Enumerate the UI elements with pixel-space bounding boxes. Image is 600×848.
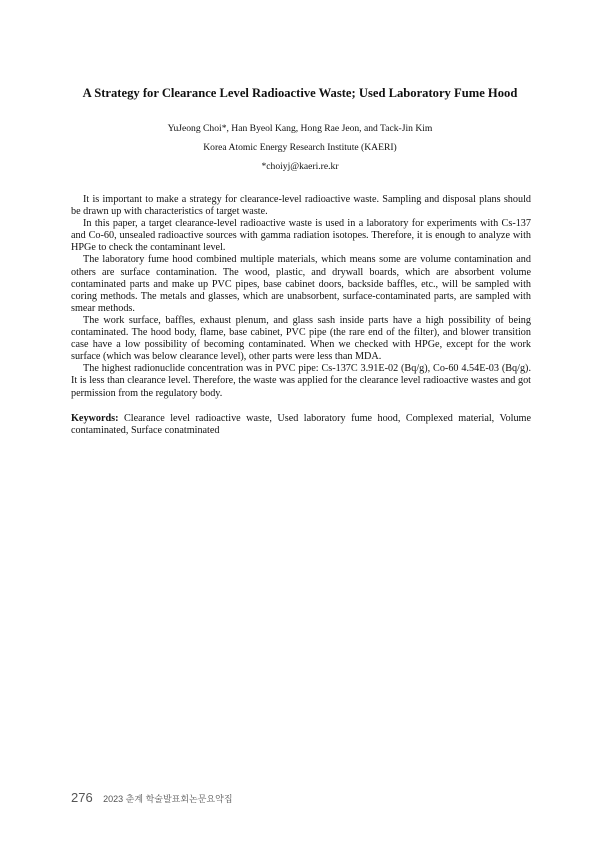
abstract-body [71,194,531,437]
keywords [71,413,531,437]
paragraph: The laboratory fume hood combined multiple materials, which means some are volume contamination and others are surface contamination. The wood, plastic, and drywall boards, which are absorbent volume contaminated parts and make up PVC pipes, base cabinet doors, backside baffles, etc., will be sampled with coring methods. The metals and glasses, which are unabsorbent, surface-contaminated parts, are sampled with smear methods. [71,254,531,314]
page-footer [71,789,233,807]
contact-email: *choiyj@kaeri.re.kr [261,161,339,172]
paper-title: A Strategy for Clearance Level Radioactive Waste; Used Laboratory Fume Hood [82,86,518,100]
paragraph: The highest radionuclide concentration was in PVC pipe: Cs-137C 3.91E-02 (Bq/g), Co-60 4.54E-03 (Bq/g). It is less than clearance level. Therefore, the waste was applied for the clearance level radioactive wastes and got permission from the regulatory body. [71,363,531,399]
keywords-text: Clearance level radioactive waste, Used laboratory fume hood, Complexed material, Volume contaminated, Surface conatminated [71,412,531,436]
affiliation: Korea Atomic Energy Research Institute (KAERI) [203,142,397,153]
keywords-label: Keywords: [71,412,119,424]
paragraph: It is important to make a strategy for clearance-level radioactive waste. Sampling and disposal plans should be drawn up with characteristics of target waste. [71,194,531,218]
author-list: YuJeong Choi*, Han Byeol Kang, Hong Rae Jeon, and Tack-Jin Kim [167,123,433,134]
page-number: 276 [71,790,93,805]
journal-name: 2023 춘계 학술발표회논문요약집 [103,794,233,804]
paragraph: In this paper, a target clearance-level radioactive waste is used in a laboratory for experiments with Cs-137 and Co-60, unsealed radioactive sources with gamma radiation isotopes. Therefore, it is enough to analyze with HPGe to check the contaminant level. [71,218,531,254]
paragraph: The work surface, baffles, exhaust plenum, and glass sash inside parts have a high possibility of being contaminated. The hood body, flame, base cabinet, PVC pipe (the rare end of the filter), and blower transition case have a low possibility of becoming contaminated. When we checked with HPGe, except for the work surface (which was below clearance level), other parts were less than MDA. [71,314,531,363]
